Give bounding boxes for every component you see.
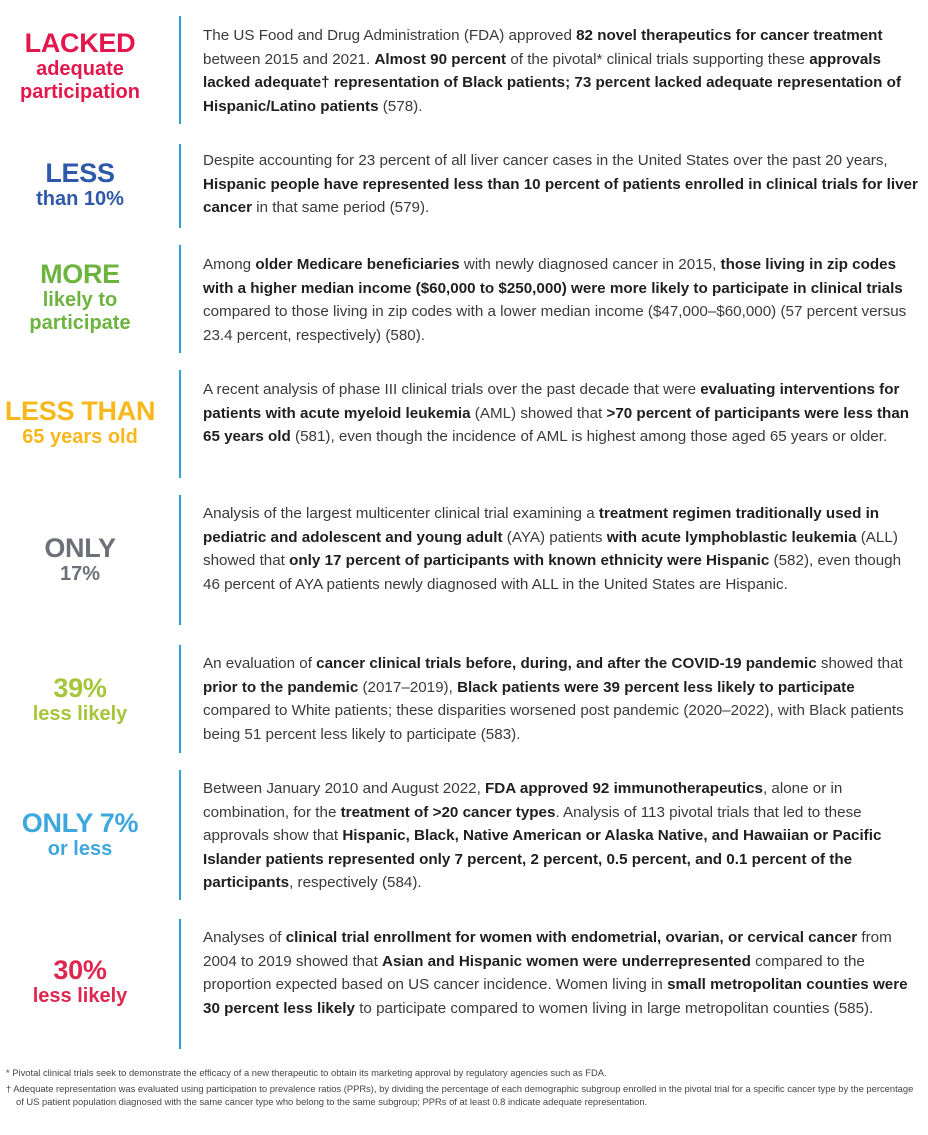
stat-callout: [0, 673, 160, 726]
paragraph: [203, 652, 918, 746]
stat-callout: [0, 955, 160, 1008]
stat-headline: LESS THAN: [4, 396, 156, 426]
text-run: (578).: [378, 97, 423, 115]
text-run: between 2015 and 2021.: [203, 50, 375, 68]
text-run: (2017–2019),: [358, 678, 458, 696]
divider-bar: [179, 495, 181, 625]
bold-run: with acute lymphoblastic leukemia: [606, 528, 857, 546]
stat-subline: 65 years old: [22, 426, 138, 449]
stat-row-less-than-10: [0, 140, 928, 230]
stat-headline: ONLY 7%: [21, 808, 139, 838]
text-run: Despite accounting for 23 percent of all liver cancer cases in the United States over the past 20 years,: [203, 152, 888, 169]
text-run: to participate compared to women living in large metropolitan counties (585).: [354, 999, 874, 1017]
text-run: , respectively (584).: [289, 874, 422, 891]
stat-callout: [0, 28, 160, 103]
stat-callout: [0, 533, 160, 586]
divider-bar: [179, 245, 181, 353]
text-run: (AML) showed that: [470, 404, 607, 422]
stat-row-only-7: [0, 768, 928, 903]
bold-run: cancer clinical trials before, during, and after the COVID-19 pandemic: [316, 655, 817, 672]
stat-callout: [0, 259, 160, 334]
divider-bar: [179, 370, 181, 478]
bold-run: Black patients were 39 percent less likely to participate: [457, 678, 855, 696]
stat-subline: adequate participation: [19, 58, 140, 103]
bold-run: approvals lacked adequate† representation of Black patients; 73 percent lacked adequate representation of Hispanic/Latino patients: [203, 50, 902, 115]
bold-run: small metropolitan counties were 30 percent less likely: [203, 976, 908, 1017]
stat-subline: less likely: [32, 703, 128, 726]
paragraph: [203, 378, 918, 449]
paragraph: [203, 149, 918, 220]
text-run: compared to those living in zip codes with a lower median income ($47,000–$60,000) (57 percent versus 23.4 percent, respectively) (580).: [203, 303, 907, 344]
text-run: compared to the proportion expected based on US cancer incidence. Women living in: [203, 952, 865, 993]
bold-run: 82 novel therapeutics for cancer treatment: [576, 27, 883, 44]
stat-subline: likely to participate: [29, 289, 131, 334]
text-run: Analyses of: [203, 929, 286, 946]
bold-run: Almost 90 percent: [374, 50, 507, 68]
stat-row-only-17: [0, 493, 928, 628]
text-run: . Analysis of 113 pivotal trials that led to these approvals show that: [203, 803, 862, 844]
stat-headline: MORE: [40, 259, 120, 289]
text-run: with newly diagnosed cancer in 2015,: [459, 256, 721, 273]
bold-run: clinical trial enrollment for women with endometrial, ovarian, or cervical cancer: [285, 929, 858, 946]
text-run: Between January 2010 and August 2022,: [203, 780, 486, 797]
paragraph: [203, 926, 918, 1020]
bold-run: Hispanic people have represented less than 10 percent of patients enrolled in clinical trials for liver cancer: [203, 175, 918, 216]
stat-row-more-likely: [0, 243, 928, 353]
text-run: (AYA) patients: [502, 528, 607, 546]
stat-callout: [0, 808, 160, 861]
text-run: showed that: [816, 655, 903, 672]
text-run: The US Food and Drug Administration (FDA) approved: [203, 27, 577, 44]
bold-run: those living in zip codes with a higher median income ($60,000 to $250,000) were more likely to participate in clinical trials: [203, 256, 903, 297]
divider-bar: [179, 645, 181, 753]
footnote-pivotal: * Pivotal clinical trials seek to demonstrate the efficacy of a new therapeutic to obtain its marketing approval by regulatory agencies such as FDA.: [6, 1067, 607, 1078]
bold-run: treatment regimen traditionally used in pediatric and adolescent and young adult: [203, 505, 880, 546]
text-run: An evaluation of: [203, 655, 317, 672]
bold-run: only 17 percent of participants with known ethnicity were Hispanic: [289, 552, 770, 569]
divider-bar: [179, 144, 181, 228]
text-run: (581), even though the incidence of AML is highest among those aged 65 years or older.: [290, 428, 888, 445]
bold-run: evaluating interventions for patients with acute myeloid leukemia: [203, 381, 900, 422]
text-run: , alone or in combination, for the: [203, 780, 843, 821]
divider-bar: [179, 770, 181, 900]
bold-run: >70 percent of participants were less than 65 years old: [203, 404, 910, 445]
text-run: (ALL) showed that: [203, 528, 898, 569]
stat-row-30-percent: [0, 917, 928, 1052]
bold-run: prior to the pandemic: [203, 678, 359, 696]
text-run: Analysis of the largest multicenter clinical trial examining a: [203, 505, 599, 522]
footnotes: [6, 1066, 918, 1111]
bold-run: Asian and Hispanic women were underrepresented: [382, 952, 751, 970]
bold-run: treatment of >20 cancer types: [340, 803, 556, 821]
stat-subline: 17%: [59, 563, 101, 586]
stat-row-less-than-65: [0, 368, 928, 480]
paragraph: [203, 502, 918, 596]
footnote-adequate-representation: † Adequate representation was evaluated using participation to prevalence ratios (PPRs), by dividing the percentage of each demographic subgroup enrolled in the pivotal trial for a specific cancer type by the percentage of US patient population diagnosed with the same cancer type who belong to the same subgroup; PPRs of at least 0.8 indicate adequate representation.: [6, 1082, 914, 1107]
text-run: of the pivotal* clinical trials supporting these: [506, 50, 810, 68]
divider-bar: [179, 16, 181, 124]
bold-run: Hispanic, Black, Native American or Alaska Native, and Hawaiian or Pacific Islander patients represented only 7 percent, 2 percent, 0.5 percent, and 0.1 percent of the participants: [203, 827, 882, 891]
stat-headline: 39%: [53, 673, 107, 703]
stat-headline: 30%: [53, 955, 107, 985]
text-run: Among: [203, 256, 256, 273]
stat-row-lacked: [0, 14, 928, 126]
stat-row-39-percent: [0, 643, 928, 755]
stat-callout: [0, 158, 160, 211]
bold-run: older Medicare beneficiaries: [255, 256, 460, 273]
paragraph: [203, 253, 918, 347]
stat-subline: less likely: [32, 985, 128, 1008]
paragraph: [203, 24, 918, 118]
stat-headline: ONLY: [44, 533, 116, 563]
text-run: A recent analysis of phase III clinical trials over the past decade that were: [203, 381, 701, 398]
stat-subline: or less: [47, 838, 113, 861]
paragraph: [203, 777, 918, 895]
bold-run: FDA approved 92 immunotherapeutics: [485, 780, 763, 797]
text-run: from 2004 to 2019 showed that: [203, 929, 892, 970]
text-run: in that same period (579).: [251, 199, 430, 216]
text-run: (582), even though 46 percent of AYA patients newly diagnosed with ALL in the United States are Hispanic.: [203, 552, 902, 593]
divider-bar: [179, 919, 181, 1049]
stat-headline: LACKED: [24, 28, 136, 58]
text-run: compared to White patients; these disparities worsened post pandemic (2020–2022), with Black patients being 51 percent less likely to participate (583).: [203, 702, 904, 743]
stat-headline: LESS: [45, 158, 115, 188]
stat-callout: [0, 396, 160, 449]
stat-subline: than 10%: [36, 188, 124, 211]
